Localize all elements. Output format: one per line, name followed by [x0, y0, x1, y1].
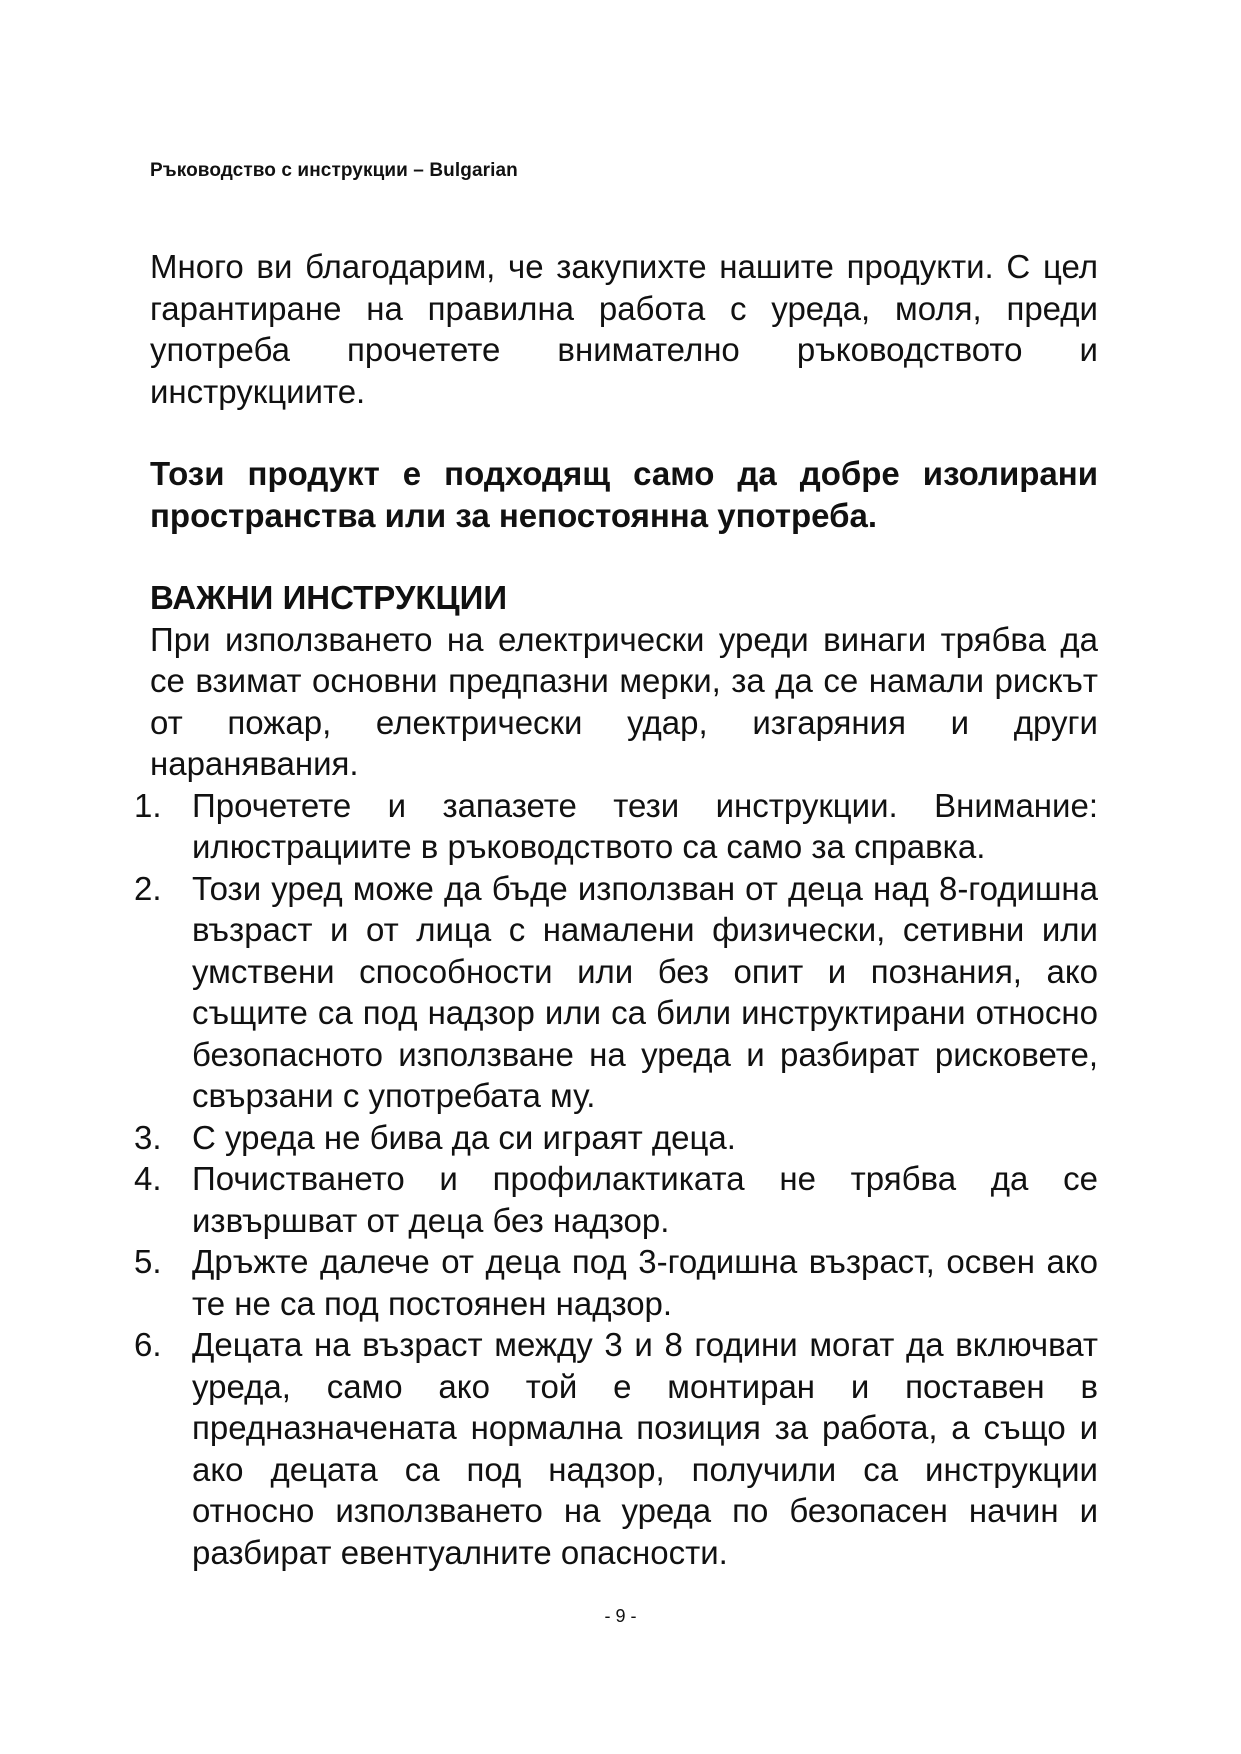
list-item-number: 5. — [134, 1243, 162, 1280]
page-number: - 9 - — [604, 1606, 637, 1626]
usage-notice: Този продукт е подходящ само да добре изолирани пространства или за непостоянна употреба. — [150, 455, 1098, 534]
section-lead: При използването на електрически уреди винаги трябва да се взимат основни предпазни мерки, за да се намали рискът от пожар, електрически удар, изгаряния и други наранявания. — [150, 620, 1098, 782]
list-item-text: Дръжте далече от деца под 3-годишна възраст, освен ако те не са под постоянен надзор. — [192, 1243, 1098, 1322]
list-item — [134, 868, 1098, 1117]
list-item — [134, 785, 1098, 868]
list-item-text: Почистването и профилактиката не трябва да се извършват от деца без надзор. — [192, 1160, 1098, 1239]
instructions-list — [134, 785, 1098, 1574]
manual-header: Ръководство с инструкции – Bulgarian — [150, 160, 518, 181]
list-item-number: 2. — [134, 869, 162, 907]
list-item-number: 6. — [134, 1326, 162, 1363]
list-item-number: 3. — [134, 1118, 162, 1156]
list-item — [134, 1324, 1098, 1573]
list-item-text: Прочетете и запазете тези инструкции. Внимание: илюстрациите в ръководството са само за справка. — [192, 786, 1098, 865]
list-item — [134, 1241, 1098, 1324]
page-content — [134, 246, 1098, 1573]
list-item-number: 4. — [134, 1160, 162, 1197]
list-item-text: Този уред може да бъде използван от деца над 8-годишна възраст и от лица с намалени физически, сетивни или умствени способности или без опит и познания, ако същите са под надзор или са били инструктирани относно безопасното използване на уреда и разбират рисковете, свързани с употребата му. — [192, 869, 1098, 1114]
list-item-number: 1. — [134, 786, 162, 824]
list-item — [134, 1117, 1098, 1159]
intro-paragraph: Много ви благодарим, че закупихте нашите продукти. С цел гарантиране на правилна работа с уреда, моля, преди употреба прочетете внимателно ръководството и инструкциите. — [150, 248, 1098, 410]
list-item-text: С уреда не бива да си играят деца. — [192, 1118, 736, 1156]
list-item-text: Децата на възраст между 3 и 8 години могат да включват уреда, само ако той е монтиран и поставен в предназначената нормална позиция за работа, а също и ако децата са под надзор, получили са инструкции относно използването на уреда по безопасен начин и разбират евентуалните опасности. — [192, 1326, 1098, 1571]
list-item — [134, 1158, 1098, 1241]
section-title: ВАЖНИ ИНСТРУКЦИИ — [150, 579, 508, 616]
